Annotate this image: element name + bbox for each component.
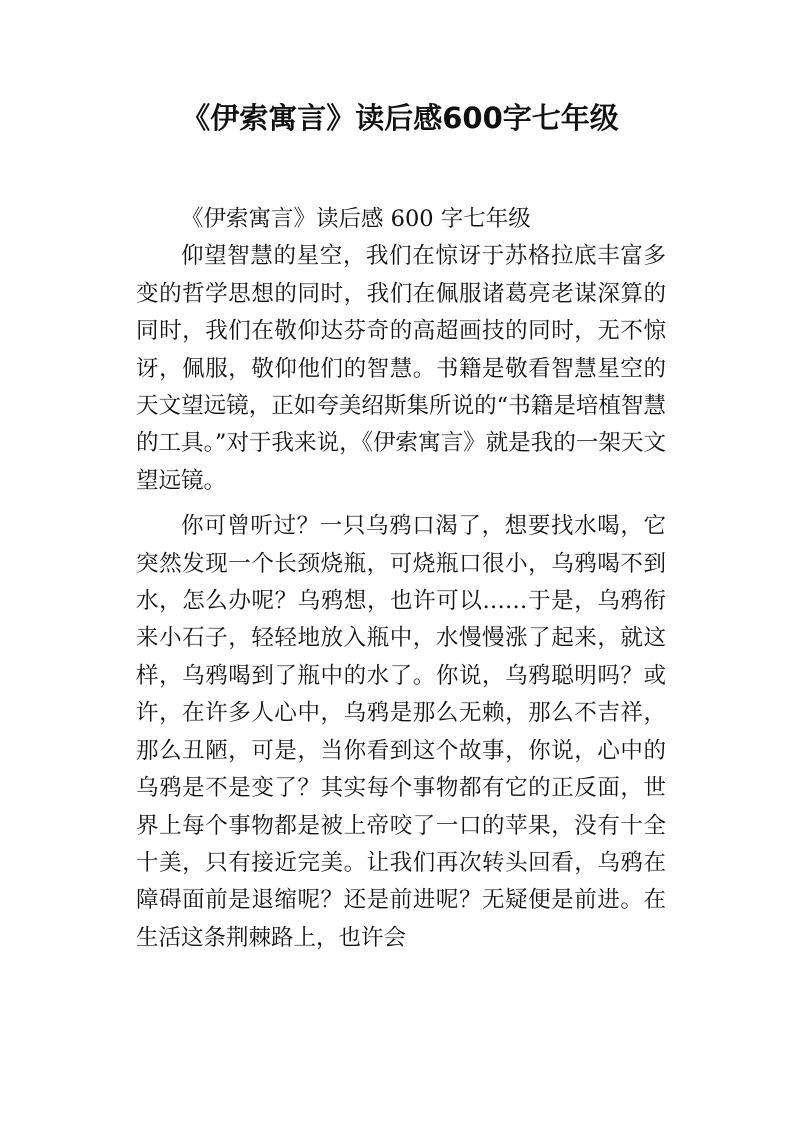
paragraph-2: 你可曾听过？一只乌鸦口渴了，想要找水喝，它突然发现一个长颈烧瓶，可烧瓶口很小，乌鸦喝不到水，怎么办呢？乌鸦想，也许可以……于是，乌鸦衔来小石子，轻轻地放入瓶中，水慢慢涨了起来，就这样，乌鸦喝到了瓶中的水了。你说，乌鸦聪明吗？或许，在许多人心中，乌鸦是那么无赖，那么不吉祥，那么丑陋，可是，当你看到这个故事，你说，心中的乌鸦是不是变了？其实每个事物都有它的正反面，世界上每个事物都是被上帝咬了一口的苹果，没有十全十美，只有接近完美。让我们再次转头回看，乌鸦在障碍面前是退缩呢？还是前进呢？无疑便是前进。在生活这条荆棘路上，也许会 [136,513,666,951]
document-title: 《伊索寓言》读后感600字七年级 [181,101,619,135]
document-body [136,201,666,957]
paragraph-1: 仰望智慧的星空，我们在惊讶于苏格拉底丰富多变的哲学思想的同时，我们在佩服诸葛亮老谋深算的同时，我们在敬仰达芬奇的高超画技的同时，无不惊讶，佩服，敬仰他们的智慧。书籍是敬看智慧星空的天文望远镜，正如夸美绍斯集所说的“书籍是培植智慧的工具。”对于我来说，《伊索寓言》就是我的一架天文望远镜。 [136,243,666,494]
document-subtitle: 《伊索寓言》读后感 600 字七年级 [181,206,531,232]
